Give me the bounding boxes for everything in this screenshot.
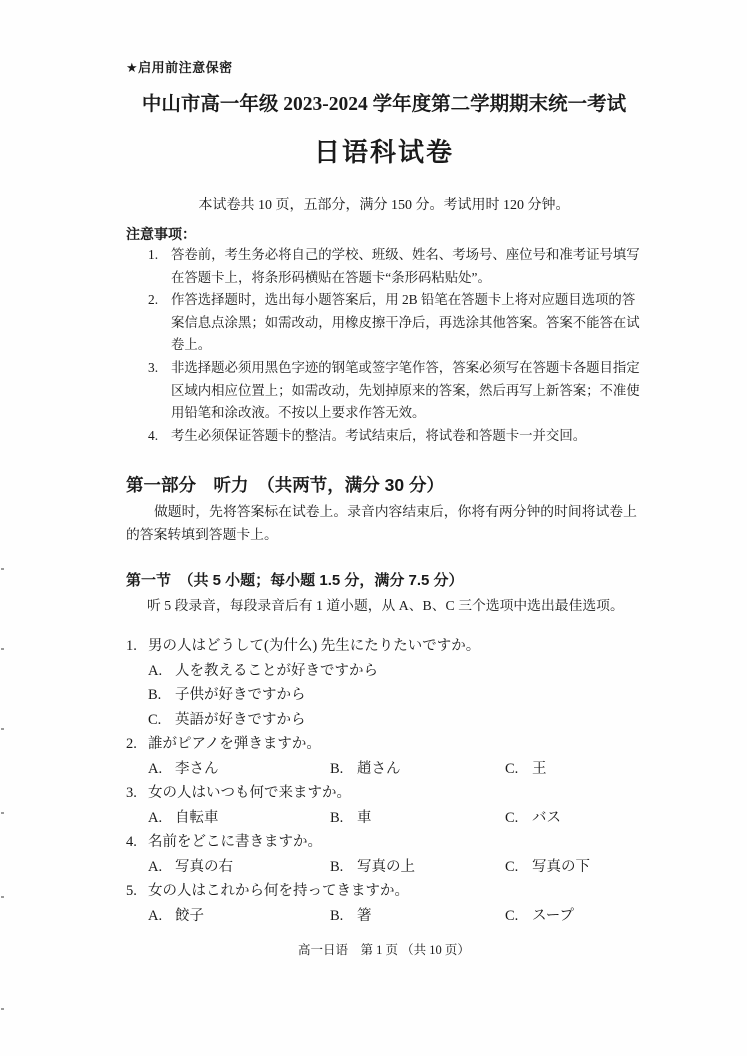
notice-text: 非选择题必须用黑色字迹的钢笔或签字笔作答，答案必须写在答题卡各题目指定区域内相应位置上；如需改动，先划掉原来的答案，然后再写上新答案；不准使用铅笔和涂改液。不按以上要求作答无效。	[171, 359, 640, 421]
question-number: 1.	[126, 638, 137, 655]
notice-text: 答卷前，考生务必将自己的学校、班级、姓名、考场号、座位号和准考证号填写在答题卡上，将条形码横贴在答题卡“条形码粘贴处”。	[171, 247, 640, 285]
answer-option	[330, 855, 505, 880]
option-text: 李さん	[175, 760, 219, 777]
question-number: 3.	[126, 785, 137, 802]
notice-text: 作答选择题时，选出每小题答案后，用 2B 铅笔在答题卡上将对应题目选项的答案信息点涂黑；如需改动，用橡皮擦干净后，再选涂其他答案。答案不能答在试卷上。	[171, 292, 640, 353]
part1-heading: 第一部分 听力 （共两节，满分 30 分）	[126, 475, 444, 496]
answer-option	[505, 855, 642, 880]
option-text: 人を教えることが好きですから	[175, 662, 378, 679]
option-text: 趙さん	[357, 760, 401, 777]
answer-option	[148, 683, 642, 708]
option-label: A.	[148, 907, 163, 924]
scan-artifact	[1, 648, 4, 650]
option-label: B.	[330, 907, 344, 924]
option-text: 写真の右	[175, 858, 233, 875]
notice-number: 4.	[148, 427, 159, 443]
scan-artifact	[1, 1008, 4, 1010]
page-content	[0, 60, 747, 959]
notices-heading: 注意事项：	[126, 226, 196, 242]
notice-item	[148, 425, 642, 448]
questions-list	[126, 634, 642, 928]
option-label: A.	[148, 662, 163, 679]
answer-option	[148, 855, 330, 880]
option-text: 箸	[357, 907, 372, 924]
question-item-1	[126, 634, 642, 732]
option-label: B.	[330, 760, 344, 777]
notice-number: 2.	[148, 292, 159, 308]
option-text: 子供が好きですから	[175, 687, 306, 704]
option-text: バス	[532, 809, 561, 826]
question-number: 4.	[126, 834, 137, 851]
part1-intro-line1: 做题时，先将答案标在试卷上。录音内容结束后，你将有两分钟的时间将试卷上	[154, 504, 637, 520]
answer-option	[505, 757, 642, 782]
option-text: 自転車	[175, 809, 219, 826]
scan-artifact	[1, 812, 4, 814]
answer-option	[148, 708, 642, 733]
question-text: 女の人はこれから何を持ってきますか。	[148, 883, 409, 900]
part1-intro-line2: 的答案转填到答题卡上。	[126, 527, 278, 543]
question-item-2	[126, 732, 642, 781]
option-label: B.	[330, 809, 344, 826]
notice-item	[148, 289, 642, 357]
option-label: C.	[505, 760, 519, 777]
answer-option	[148, 806, 330, 831]
notice-item	[148, 244, 642, 289]
notice-text: 考生必须保证答题卡的整洁。考试结束后，将试卷和答题卡一并交回。	[171, 427, 587, 443]
answer-option	[148, 757, 330, 782]
option-label: A.	[148, 809, 163, 826]
option-label: A.	[148, 760, 163, 777]
option-label: C.	[505, 858, 519, 875]
section1-instructions: 听 5 段录音，每段录音后有 1 道小题，从 A、B、C 三个选项中选出最佳选项。	[147, 598, 624, 614]
question-item-4	[126, 830, 642, 879]
page-footer: 高一日语 第 1 页 （共 10 页）	[298, 943, 470, 958]
question-number: 5.	[126, 883, 137, 900]
option-text: 餃子	[175, 907, 204, 924]
scan-artifact	[1, 896, 4, 898]
scan-artifact	[1, 568, 4, 570]
answer-option	[330, 757, 505, 782]
question-item-5	[126, 879, 642, 928]
question-number: 2.	[126, 736, 137, 753]
option-text: 写真の下	[532, 858, 590, 875]
answer-option	[330, 806, 505, 831]
answer-option	[330, 904, 505, 929]
option-text: 王	[532, 760, 547, 777]
option-label: C.	[505, 809, 519, 826]
paper-info: 本试卷共 10 页，五部分，满分 150 分。考试用时 120 分钟。	[198, 198, 570, 213]
notice-number: 3.	[148, 359, 159, 375]
answer-option	[505, 806, 642, 831]
notice-item	[148, 357, 642, 425]
question-text: 女の人はいつも何で来ますか。	[148, 785, 351, 802]
option-label: B.	[330, 858, 344, 875]
notices-list	[148, 244, 642, 447]
option-label: A.	[148, 858, 163, 875]
scan-artifact	[1, 728, 4, 730]
option-label: B.	[148, 687, 162, 704]
answer-option	[148, 659, 642, 684]
section1-heading: 第一节 （共 5 小题；每小题 1.5 分，满分 7.5 分）	[126, 572, 464, 590]
answer-option	[505, 904, 642, 929]
option-text: 車	[357, 809, 372, 826]
question-text: 誰がピアノを弾きますか。	[148, 736, 321, 753]
option-text: 写真の上	[357, 858, 415, 875]
security-notice: ★启用前注意保密	[126, 60, 233, 75]
question-item-3	[126, 781, 642, 830]
question-text: 男の人はどうして(为什么) 先生にたりたいですか。	[148, 638, 481, 655]
option-label: C.	[148, 711, 162, 728]
answer-option	[148, 904, 330, 929]
paper-title: 日语科试卷	[313, 138, 454, 167]
exam-title: 中山市高一年级 2023-2024 学年度第二学期期末统一考试	[141, 94, 627, 115]
option-text: 英語が好きですから	[175, 711, 306, 728]
question-text: 名前をどこに書きますか。	[148, 834, 322, 851]
notice-number: 1.	[148, 247, 159, 262]
option-text: スープ	[532, 907, 575, 924]
option-label: C.	[505, 907, 519, 924]
